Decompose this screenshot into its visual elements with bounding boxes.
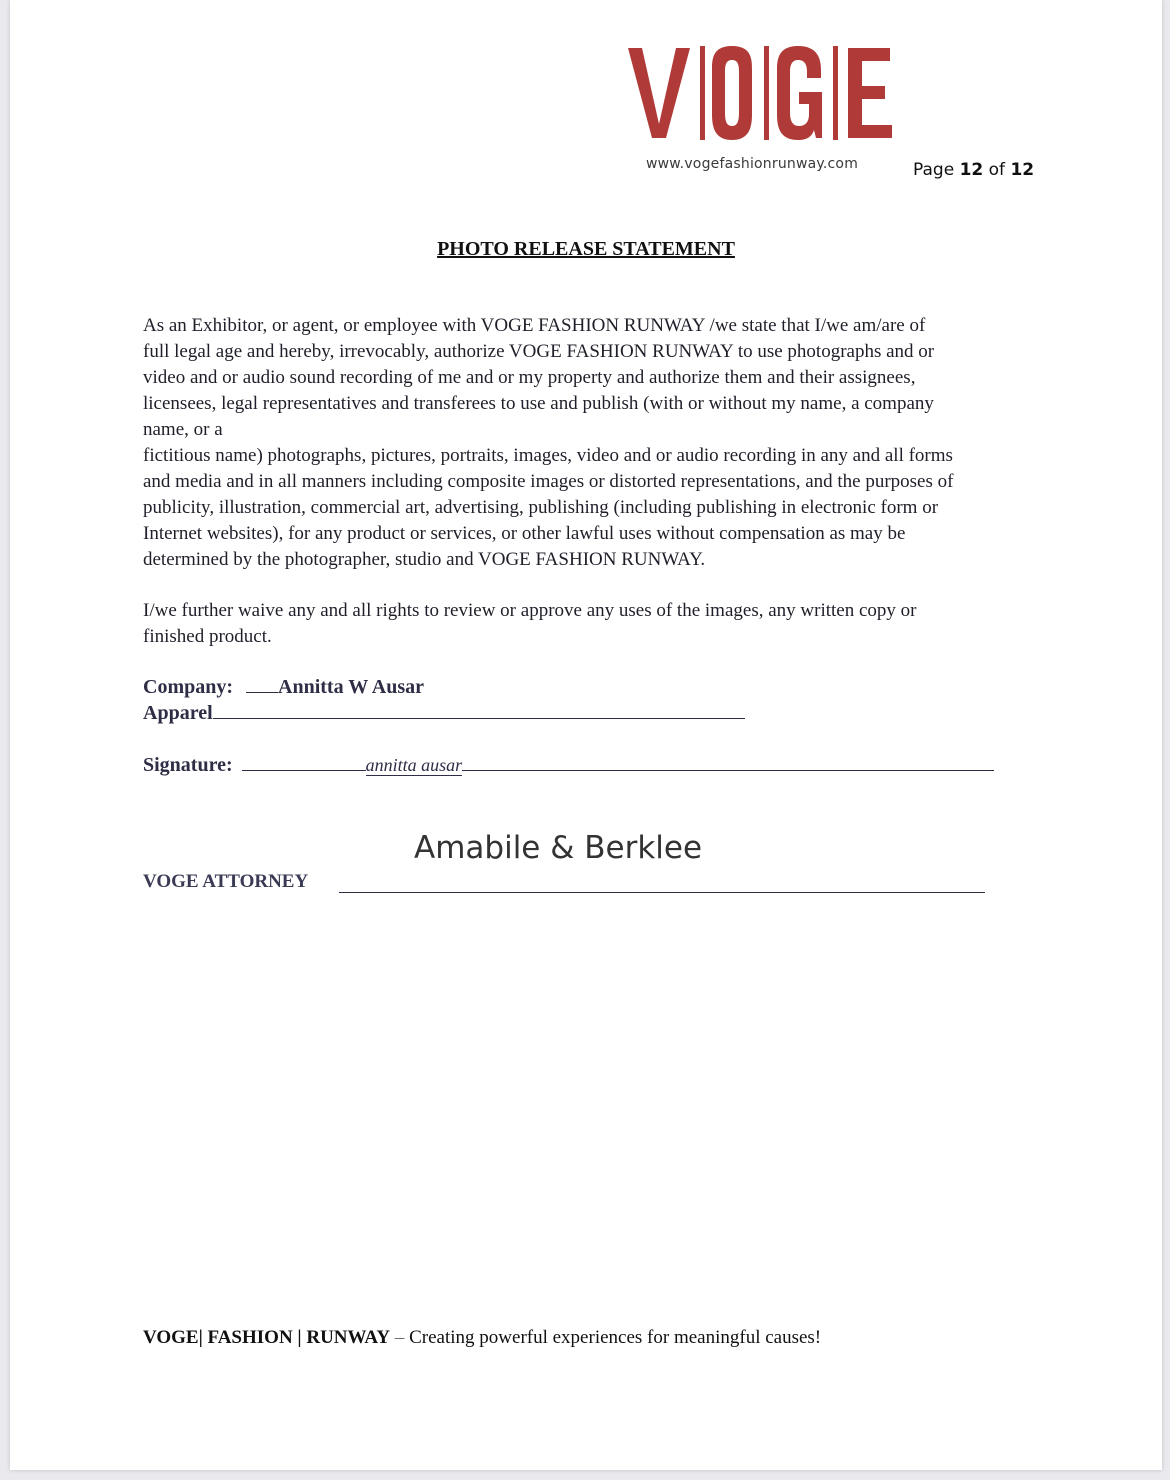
paragraph-line: full legal age and hereby, irrevocably, authorize VOGE FASHION RUNWAY to use photographs and or bbox=[143, 341, 935, 362]
release-paragraph bbox=[143, 313, 1023, 573]
signature-label: Signature: bbox=[143, 754, 233, 776]
signature-value: annitta ausar bbox=[365, 755, 463, 775]
page-prefix: Page bbox=[913, 160, 955, 180]
page-total: 12 bbox=[1010, 160, 1035, 180]
page-number bbox=[913, 160, 1034, 180]
paragraph-line: determined by the photographer, studio and VOGE FASHION RUNWAY. bbox=[143, 549, 706, 570]
company-field bbox=[143, 676, 424, 699]
website-url: www.vogefashionrunway.com bbox=[646, 156, 859, 172]
footer-tagline: Creating powerful experiences for meaningful causes! bbox=[409, 1327, 822, 1348]
attorney-value: Amabile & Berklee bbox=[414, 830, 703, 866]
signature-field bbox=[143, 754, 994, 777]
paragraph-line: video and or audio sound recording of me and or my property and authorize them and their assignees, bbox=[143, 367, 916, 388]
document-page bbox=[10, 0, 1162, 1470]
page-current: 12 bbox=[959, 160, 984, 180]
paragraph-line: name, or a bbox=[143, 419, 223, 440]
footer-brand: VOGE| FASHION | RUNWAY bbox=[143, 1327, 391, 1348]
paragraph-line: I/we further waive any and all rights to review or approve any uses of the images, any written copy or bbox=[143, 600, 917, 621]
page-of: of bbox=[988, 160, 1006, 180]
paragraph-line: fictitious name) photographs, pictures, portraits, images, video and or audio recording in any and all forms bbox=[143, 445, 953, 466]
attorney-label: VOGE ATTORNEY bbox=[143, 871, 309, 892]
attorney-underline bbox=[339, 892, 985, 893]
paragraph-line: As an Exhibitor, or agent, or employee with VOGE FASHION RUNWAY /we state that I/we am/are of bbox=[143, 315, 926, 336]
footer bbox=[143, 1327, 821, 1349]
voge-logo bbox=[628, 40, 918, 144]
paragraph-line: Internet websites), for any product or services, or other lawful uses without compensation as may be bbox=[143, 523, 906, 544]
company-underline-lead bbox=[246, 691, 278, 693]
paragraph-line: finished product. bbox=[143, 626, 272, 647]
signature-underline bbox=[462, 769, 994, 771]
footer-dash: – bbox=[390, 1327, 410, 1348]
company-value-line2: Apparel bbox=[143, 702, 213, 724]
paragraph-line: and media and in all manners including composite images or distorted representations, and the purposes of bbox=[143, 471, 954, 492]
company-field-line2 bbox=[143, 702, 745, 725]
paragraph-line: licensees, legal representatives and transferees to use and publish (with or without my name, a company bbox=[143, 393, 934, 414]
company-label: Company: bbox=[143, 676, 234, 698]
document-title: PHOTO RELEASE STATEMENT bbox=[437, 238, 735, 260]
signature-underline-lead bbox=[242, 769, 366, 771]
company-underline bbox=[213, 717, 745, 719]
company-value: Annitta W Ausar bbox=[278, 676, 424, 698]
waiver-paragraph bbox=[143, 598, 1023, 650]
paragraph-line: publicity, illustration, commercial art, advertising, publishing (including publishing in electronic form or bbox=[143, 497, 939, 518]
